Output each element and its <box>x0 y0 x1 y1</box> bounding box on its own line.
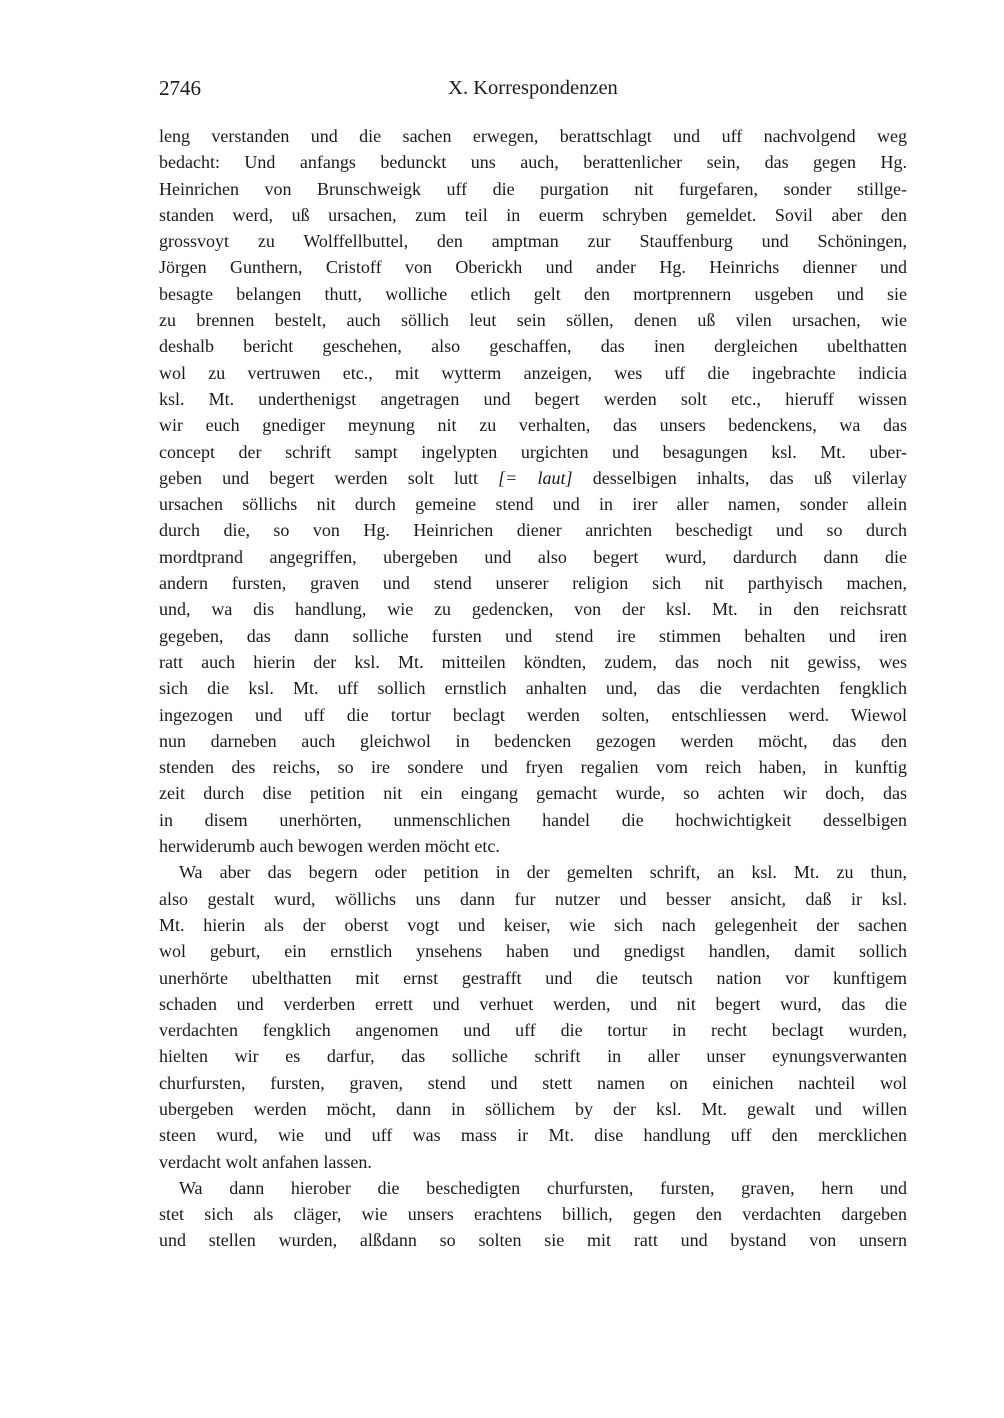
text-line <box>159 386 907 412</box>
text-line <box>159 807 907 833</box>
text-segment: leng verstanden und die sachen erwegen, berattschlagt und uff nachvolgend weg <box>159 126 907 146</box>
text-segment: stet sich als cläger, wie unsers erachtens billich, gegen den verdachten dargeben <box>159 1204 907 1225</box>
text-line <box>159 360 907 386</box>
text-block <box>159 123 907 1254</box>
text-line <box>159 886 907 912</box>
text-segment: mordtprand angegriffen, ubergeben und also begert wurd, dardurch dann die <box>159 546 907 567</box>
text-segment: wol zu vertruwen etc., mit wytterm anzeigen, wes uff die ingebrachte indicia <box>159 362 907 383</box>
text-line <box>159 465 907 491</box>
text-segment: nun darneben auch gleichwol in bedencken gezogen werden möcht, das den <box>159 730 907 751</box>
text-line <box>159 675 907 701</box>
text-line <box>159 1017 907 1043</box>
text-segment: geben und begert werden solt lutt <box>159 467 499 488</box>
text-segment: andern fursten, graven und stend unserer religion sich nit parthyisch machen, <box>159 573 907 594</box>
page-header <box>159 74 907 102</box>
text-line <box>159 859 907 885</box>
editorial-gloss: [= laut] <box>498 467 573 488</box>
text-line <box>159 1201 907 1227</box>
text-segment: unerhörte ubelthatten mit ernst gestrafft und die teutsch nation vor kunftigem <box>159 967 907 988</box>
text-line <box>159 1227 907 1253</box>
text-line <box>159 254 907 280</box>
text-line <box>159 728 907 754</box>
text-segment: concept der schrift sampt ingelypten urgichten und besagungen ksl. Mt. uber- <box>159 441 907 462</box>
paragraph <box>159 1175 907 1254</box>
text-segment: steen wurd, wie und uff was mass ir Mt. dise handlung uff den mercklichen <box>159 1125 907 1146</box>
text-line <box>159 702 907 728</box>
text-line <box>159 544 907 570</box>
text-segment: durch die, so von Hg. Heinrichen diener anrichten beschedigt und so durch <box>159 520 907 541</box>
text-line <box>159 965 907 991</box>
text-segment: grossvoyt zu Wolffellbuttel, den amptman zur Stauffenburg und Schöningen, <box>159 231 907 252</box>
text-segment: schaden und verderben errett und verhuet werden, und nit begert wurd, das die <box>159 993 907 1014</box>
paragraph <box>159 859 907 1175</box>
text-segment: churfursten, fursten, graven, stend und stett namen on einichen nachteil wol <box>159 1072 907 1093</box>
text-segment: und stellen wurden, alßdann so solten sie mit ratt und bystand von unsern <box>159 1230 907 1251</box>
text-line <box>159 938 907 964</box>
text-line <box>159 149 907 175</box>
text-segment: herwiderumb auch bewogen werden möcht etc. <box>159 836 500 857</box>
text-segment: Mt. hierin als der oberst vogt und keiser, wie sich nach gelegenheit der sachen <box>159 914 907 935</box>
text-line <box>159 991 907 1017</box>
text-segment: zeit durch dise petition nit ein eingang gemacht wurde, so achten wir doch, das <box>159 783 907 804</box>
text-segment: ratt auch hierin der ksl. Mt. mitteilen köndten, zudem, das noch nit gewiss, wes <box>159 651 907 672</box>
text-segment: verdacht wolt anfahen lassen. <box>159 1151 372 1172</box>
text-line <box>159 754 907 780</box>
running-head: X. Korrespondenzen <box>448 77 618 99</box>
text-segment: deshalb bericht geschehen, also geschaffen, das inen dergleichen ubelthatten <box>159 336 907 357</box>
text-segment: und, wa dis handlung, wie zu gedencken, von der ksl. Mt. in den reichsratt <box>159 599 907 620</box>
text-line <box>159 517 907 543</box>
text-line <box>159 570 907 596</box>
text-segment: wol geburt, ein ernstlich ynsehens haben und gnedigst handlen, damit sollich <box>159 941 907 962</box>
text-line <box>159 202 907 228</box>
text-line <box>159 912 907 938</box>
text-segment: ubergeben werden möcht, dann in söllichem by der ksl. Mt. gewalt und willen <box>159 1098 907 1119</box>
text-segment: in disem unerhörten, unmenschlichen handel die hochwichtigkeit desselbigen <box>159 809 907 830</box>
text-segment: gegeben, das dann solliche fursten und stend ire stimmen behalten und iren <box>159 625 907 646</box>
text-segment: sich die ksl. Mt. uff sollich ernstlich anhalten und, das die verdachten fengklich <box>159 678 907 699</box>
text-line <box>159 176 907 202</box>
text-segment: hielten wir es darfur, das solliche schrift in aller unser eynungsverwanten <box>159 1046 907 1067</box>
text-segment: besagte belangen thutt, wolliche etlich gelt den mortprennern usgeben und sie <box>159 283 907 304</box>
text-segment: ksl. Mt. underthenigst angetragen und begert werden solt etc., hieruff wissen <box>159 388 907 409</box>
text-line <box>159 439 907 465</box>
paragraph <box>159 123 907 859</box>
text-segment: zu brennen bestelt, auch söllich leut sein söllen, denen uß vilen ursachen, wie <box>159 310 907 331</box>
text-segment: ingezogen und uff die tortur beclagt werden solten, entschliessen werd. Wiewol <box>159 704 907 725</box>
text-segment: Wa aber das begern oder petition in der gemelten schrift, an ksl. Mt. zu thun, <box>179 862 907 883</box>
text-line <box>159 123 907 149</box>
text-segment: Wa dann hierober die beschedigten churfursten, fursten, graven, hern und <box>179 1177 907 1198</box>
text-segment: bedacht: Und anfangs bedunckt uns auch, berattenlicher sein, das gegen Hg. <box>159 152 907 173</box>
text-line <box>159 281 907 307</box>
text-line <box>159 623 907 649</box>
text-line <box>159 780 907 806</box>
page-number: 2746 <box>159 76 201 100</box>
text-line <box>159 1122 907 1148</box>
text-segment: wir euch gnediger meynung nit zu verhalten, das unsers bedenckens, wa das <box>159 415 907 436</box>
text-line <box>159 1149 907 1175</box>
text-segment: standen werd, uß ursachen, zum teil in euerm schryben gemeldet. Sovil aber den <box>159 204 907 225</box>
text-segment: verdachten fengklich angenomen und uff die tortur in recht beclagt wurden, <box>159 1020 907 1041</box>
text-line <box>159 649 907 675</box>
text-line <box>159 307 907 333</box>
text-line <box>159 596 907 622</box>
text-line <box>159 1175 907 1201</box>
text-line <box>159 333 907 359</box>
text-segment: also gestalt wurd, wöllichs uns dann fur nutzer und besser ansicht, daß ir ksl. <box>159 888 907 909</box>
text-line <box>159 491 907 517</box>
text-line <box>159 228 907 254</box>
text-line <box>159 1096 907 1122</box>
text-line <box>159 412 907 438</box>
text-segment: stenden des reichs, so ire sondere und fryen regalien vom reich haben, in kunftig <box>159 757 907 778</box>
text-line <box>159 833 907 859</box>
text-line <box>159 1043 907 1069</box>
text-line <box>159 1070 907 1096</box>
text-segment: ursachen söllichs nit durch gemeine stend und in irer aller namen, sonder allein <box>159 494 907 515</box>
text-segment: desselbigen inhalts, das uß vilerlay <box>572 467 907 488</box>
text-segment: Heinrichen von Brunschweigk uff die purgation nit furgefaren, sonder stillge- <box>159 178 907 199</box>
text-segment: Jörgen Gunthern, Cristoff von Oberickh und ander Hg. Heinrichs dienner und <box>159 257 907 278</box>
